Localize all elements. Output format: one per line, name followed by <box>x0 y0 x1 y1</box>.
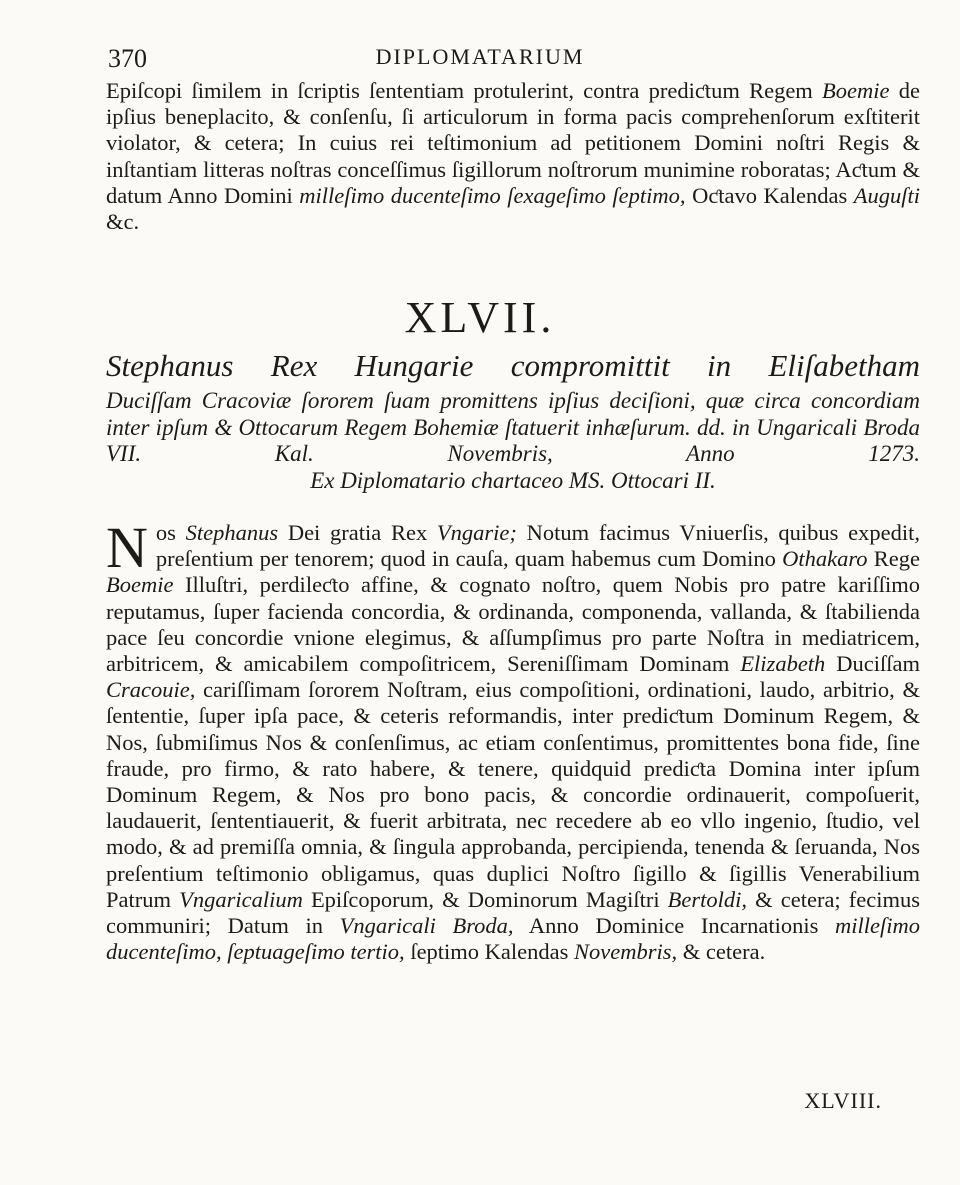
charter-text: ſeptimo Kalendas <box>404 939 575 965</box>
charter-text: Epiſcoporum, & Dominorum Magiſtri <box>302 886 668 912</box>
document-title: Stephanus Rex Hungarie compromittit in Eliſabetham <box>106 348 920 383</box>
charter-italic: milleſimo ducenteſimo, ſeptuageſimo tertio, <box>106 913 921 965</box>
charter-text: Notum facimus Vniuerſis, quibus expedit, preſentium per tenorem; quod in cauſa, quam habemus cum Domino <box>155 520 920 572</box>
charter-text: cariſſimam ſororem Noſtram, eius compoſitioni, ordinationi, laudo, arbitrio, & ſententie, ſuper ipſa pace, & ceteris reformandis, inter prediƈtum Dominum Regem, & Nos, ſubmiſimus Nos & conſenſimus, ac etiam conſentimus, promittentes bona fide, ſine fraude, pro firmo, & rato habere, & tenere, quidquid prediƈta Domina inter ipſum Dominum Regem, & Nos pro bono pacis, & concordie ordinauerit, compoſuerit, laudauerit, ſententiauerit, & fuerit arbitrata, nec recedere ab eo vllo ingenio, ſtudio, vel modo, & ad premiſſa omnia, & ſingula approbanda, percipienda, tenenda & ſeruanda, Nos preſentium teſtimonio obligamus, quas duplici Noſtro ſigillo & ſigillis Venerabilium Patrum <box>106 677 920 912</box>
running-title: DIPLOMATARIUM <box>375 44 585 69</box>
charter-italic: Vngaricali Broda, <box>339 913 514 939</box>
intro-italic: Boemie <box>822 78 890 103</box>
charter-text <box>106 515 921 965</box>
charter-italic: Vngarie; <box>436 520 517 545</box>
summary-text: Duciſſam Cracoviæ ſororem ſuam promittens ipſius deciſioni, quæ circa concordiam inter ipſum & Ottocarum Regem Bohemiæ ſtatuerit inhæſurum. dd. in Ungaricali Broda VII. Kal. Novembris, Anno 1273. <box>106 388 920 466</box>
document-number: XLVII. <box>404 293 556 342</box>
preceding-document-ending <box>106 78 920 235</box>
charter-italic: Elizabeth <box>740 651 826 677</box>
charter-text: Illuſtri, perdileƈto affine, & cognato noſtro, quem Nobis pro patre kariſſimo reputamus, ſuper facienda concordia, & ordinanda, componenda, vallanda, & ſtabilienda pace ſeu concordie vnione elegimus, & aſſumpſimus pro parte Noſtra in mediatricem, arbitricem, & amicabilem compoſitricem, Sereniſſimam Dominam <box>106 572 920 677</box>
source-note: Ex Diplomatario chartaceo MS. Ottocari II. <box>310 467 716 493</box>
drop-cap: N <box>106 515 148 580</box>
charter-italic: Vngaricalium <box>179 886 303 912</box>
charter-text: & cetera. <box>677 939 766 965</box>
intro-italic: Auguſti <box>853 182 921 208</box>
charter-text: & cetera; fecimus communiri; Datum in <box>106 886 921 939</box>
page-number: 370 <box>108 44 147 73</box>
intro-text: &c. <box>106 209 140 235</box>
running-head <box>0 42 960 76</box>
charter-italic: Stephanus <box>185 520 279 545</box>
charter-italic: Boemie <box>106 572 174 598</box>
charter-text: Duciſſam <box>825 651 920 677</box>
intro-text: Oƈtavo Kalendas <box>685 182 854 208</box>
charter-text: Dei gratia Rex <box>278 520 437 545</box>
intro-date-italic: milleſimo ducenteſimo ſexageſimo ſeptimo, <box>299 182 686 208</box>
charter-text: os <box>155 520 186 545</box>
document-summary <box>106 388 920 494</box>
intro-text: Epiſcopi ſimilem in ſcriptis ſententiam protulerint, contra prediƈtum Regem <box>106 78 823 103</box>
charter-italic: Novembris, <box>574 939 678 965</box>
charter-text: Anno Dominice Incarnationis <box>513 913 836 939</box>
charter-italic: Bertoldi, <box>667 886 748 912</box>
charter-italic: Cracouie, <box>106 677 196 703</box>
intro-text: de ipſius beneplacito, & conſenſu, ſi articulorum in forma pacis comprehenſorum exſtiterit violator, & cetera; In cuius rei teſtimonium ad petitionem Domini noſtri Regis & inſtantiam litteras noſtras conceſſimus ſigillorum noſtrorum munimine roboratas; Aƈtum & datum Anno Domini <box>106 78 920 208</box>
charter-text: Rege <box>867 546 920 572</box>
catchword: XLVIII. <box>804 1088 882 1113</box>
charter-italic: Othakaro <box>782 546 868 572</box>
